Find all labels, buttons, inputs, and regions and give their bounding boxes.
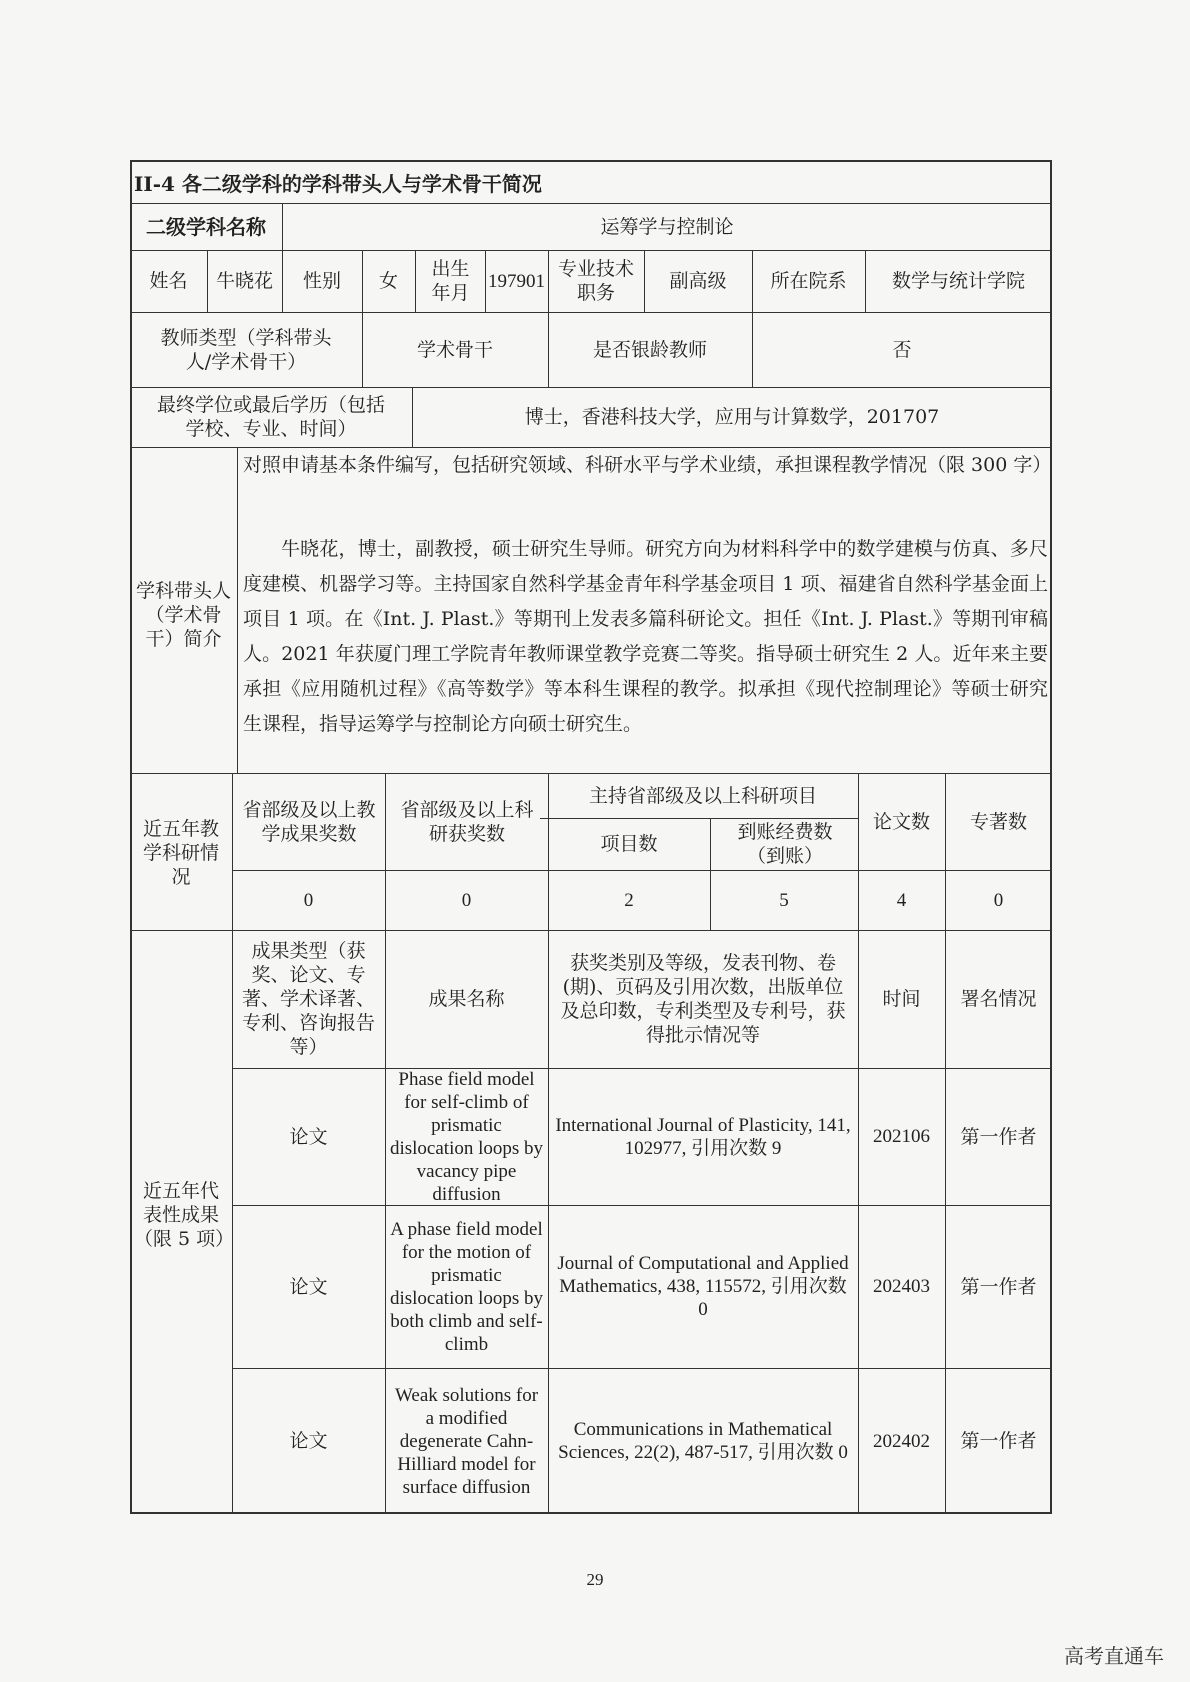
project-count-label: 项目数 — [600, 833, 658, 855]
output-detail: Communications in Mathematical Sciences, 22(2), 487-517, 引用次数 0 — [558, 1419, 848, 1463]
bio-instruction: 对照申请基本条件编写，包括研究领域、科研水平与学术业绩，承担课程教学情况（限 300 字） — [243, 454, 1052, 476]
output-type: 论文 — [289, 1430, 328, 1452]
subject-label: 二级学科名称 — [146, 214, 266, 239]
output-author-header: 署名情况 — [960, 988, 1037, 1010]
gender-label: 性别 — [302, 270, 341, 292]
output-detail: Journal of Computational and Applied Mathematics, 438, 115572, 引用次数 0 — [557, 1253, 849, 1320]
funding-value: 5 — [779, 889, 789, 911]
output-time: 202402 — [873, 1430, 930, 1452]
teaching-award-value: 0 — [303, 889, 314, 911]
birth-value: 197901 — [488, 270, 545, 292]
project-count-value: 2 — [624, 889, 634, 911]
gender-value: 女 — [378, 270, 398, 292]
watermark: 高考直通车 — [1064, 1644, 1164, 1668]
output-author: 第一作者 — [960, 1125, 1037, 1148]
outputs-side-label: 近五年代表性成果（限 5 项） — [134, 1180, 235, 1250]
teaching-award-label: 省部级及以上教学成果奖数 — [242, 798, 376, 845]
title-value: 副高级 — [669, 270, 727, 292]
output-author: 第一作者 — [960, 1430, 1037, 1452]
output-detail-header: 获奖类别及等级，发表刊物、卷(期)、页码及引用次数，出版单位及总印数，专利类型及专利号，获得批示情况等 — [560, 952, 846, 1046]
stats-side-label: 近五年教学科研情况 — [142, 817, 219, 888]
name-value: 牛晓花 — [215, 270, 273, 292]
output-time: 202106 — [873, 1126, 930, 1147]
dept-value: 数学与统计学院 — [891, 270, 1025, 292]
teacher-type-value: 学术骨干 — [416, 338, 493, 361]
name-label: 姓名 — [149, 270, 188, 292]
output-name: Weak solutions for a modified degenerate Cahn-Hilliard model for surface diffusion — [394, 1384, 539, 1498]
research-award-label: 省部级及以上科研获奖数 — [400, 798, 534, 845]
senior-value: 否 — [892, 338, 912, 361]
research-award-value: 0 — [461, 889, 472, 911]
funding-label: 到账经费数（到账） — [737, 821, 833, 867]
section-title: II-4 各二级学科的学科带头人与学术骨干简况 — [134, 171, 542, 196]
output-name: A phase field model for the motion of prismatic dislocation loops by both climb and self-climb — [389, 1218, 544, 1355]
degree-label: 最终学位或最后学历（包括学校、专业、时间） — [156, 394, 385, 440]
books-value: 0 — [993, 889, 1004, 911]
output-detail: International Journal of Plasticity, 141, 102977, 引用次数 9 — [555, 1114, 851, 1159]
output-type: 论文 — [289, 1275, 328, 1298]
dept-label: 所在院系 — [770, 270, 847, 292]
degree-value: 博士，香港科技大学，应用与计算数学，201707 — [524, 406, 940, 428]
page-number: 29 — [586, 1570, 604, 1589]
output-time-header: 时间 — [882, 988, 921, 1010]
books-label: 专著数 — [969, 810, 1027, 833]
papers-label: 论文数 — [872, 810, 930, 833]
title-label: 专业技术职务 — [557, 258, 634, 304]
output-name: Phase field model for self-climb of prismatic dislocation loops by vacancy pipe diffusion — [389, 1068, 544, 1205]
output-type-header: 成果类型（获奖、论文、专著、学术译著、专利、咨询报告等） — [241, 940, 375, 1058]
output-author: 第一作者 — [960, 1275, 1037, 1298]
senior-label: 是否银龄教师 — [592, 338, 707, 361]
subject-value: 运筹学与控制论 — [600, 215, 734, 238]
teacher-type-label: 教师类型（学科带头人/学术骨干） — [160, 326, 332, 373]
bio-text: 牛晓花，博士，副教授，硕士研究生导师。研究方向为材料科学中的数学建模与仿真、多尺度建模、机器学习等。主持国家自然科学基金青年科学基金项目 1 项、福建省自然科学基金面上项目 1 项。在《Int. J. Plast.》等期刊上发表多篇科研论文。担任《Int. J. Plast.》等期刊审稿人。2021 年获厦门理工学院青年教师课堂教学竞赛二等奖。指导硕士研究生 2 人。近年来主要承担《应用随机过程》《高等数学》等本科生课程的教学。拟承担《现代控制理论》等硕士研究生课程，指导运筹学与控制论方向硕士研究生。 — [243, 538, 1048, 735]
birth-label: 出生年月 — [431, 258, 470, 304]
output-name-header: 成果名称 — [428, 988, 505, 1010]
papers-value: 4 — [896, 889, 907, 911]
projects-label: 主持省部级及以上科研项目 — [588, 784, 817, 807]
bio-side-label: 学科带头人（学术骨干）简介 — [135, 580, 231, 650]
output-time: 202403 — [873, 1276, 930, 1297]
output-type: 论文 — [289, 1125, 328, 1148]
